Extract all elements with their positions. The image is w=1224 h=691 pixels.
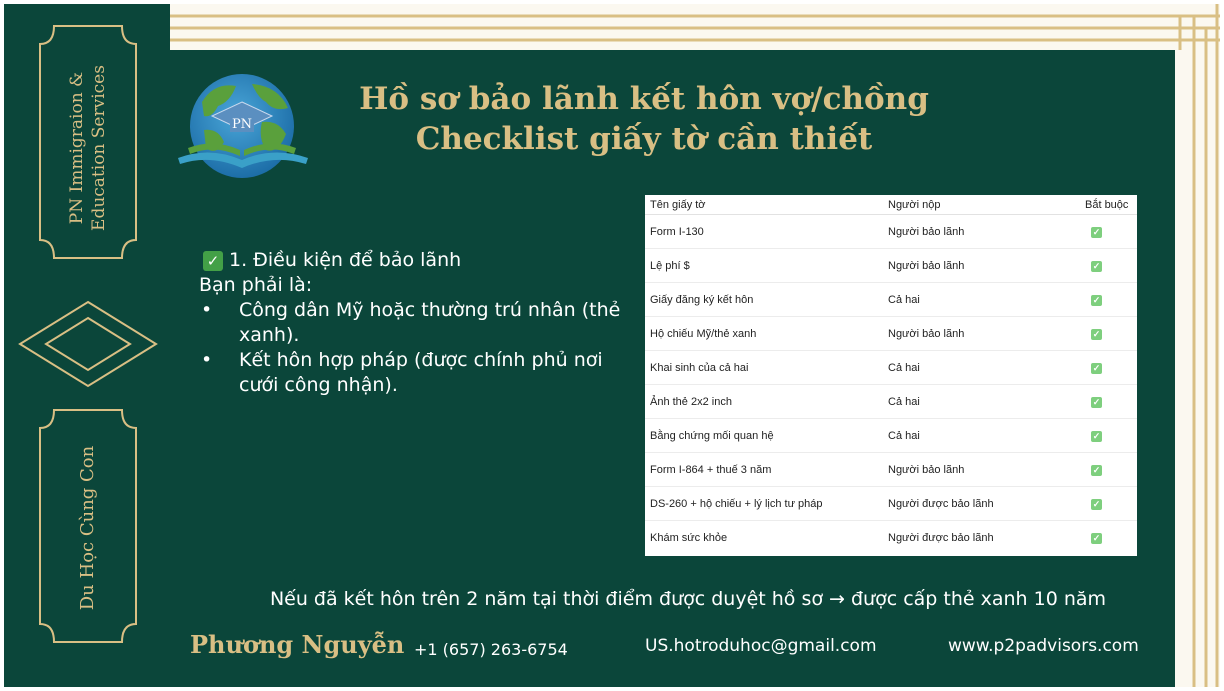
table-row <box>645 453 1137 487</box>
cell-document: Form I-864 + thuế 3 năm <box>645 453 883 487</box>
check-icon: ✓ <box>1092 294 1101 305</box>
eligibility-heading <box>199 248 629 273</box>
table-row <box>645 487 1137 521</box>
list-item: • Công dân Mỹ hoặc thường trú nhân (thẻ xanh). <box>199 298 629 348</box>
cell-submitter: Người bảo lãnh <box>883 215 1080 249</box>
page-title <box>304 79 984 159</box>
column-header-submitter: Người nộp <box>883 195 1080 215</box>
list-item: • Kết hôn hợp pháp (được chính phủ nơi cưới công nhận). <box>199 348 629 398</box>
table-row <box>645 521 1137 555</box>
eligibility-heading-text: 1. Điều kiện để bảo lãnh <box>229 249 462 271</box>
check-icon: ✓ <box>203 251 223 271</box>
cell-document: Giấy đăng ký kết hôn <box>645 283 883 317</box>
company-logo <box>174 72 314 188</box>
table-row <box>645 351 1137 385</box>
cell-submitter: Người được bảo lãnh <box>888 531 994 544</box>
check-icon: ✓ <box>1092 430 1101 441</box>
table-row <box>645 215 1137 249</box>
check-icon: ✓ <box>1092 396 1101 407</box>
table-row <box>645 385 1137 419</box>
check-icon: ✓ <box>1092 260 1101 271</box>
cell-document: Hộ chiếu Mỹ/thẻ xanh <box>645 317 883 351</box>
title-line-1: Hồ sơ bảo lãnh kết hôn vợ/chồng <box>359 81 929 117</box>
title-line-2: Checklist giấy tờ cần thiết <box>415 121 873 157</box>
cell-document: Khai sinh của cả hai <box>645 351 883 385</box>
cell-submitter: Người được bảo lãnh <box>883 487 1080 521</box>
cell-document: Khám sức khỏe <box>650 531 728 544</box>
check-icon: ✓ <box>1092 362 1101 373</box>
cell-document: Ảnh thẻ 2x2 inch <box>645 385 883 419</box>
column-header-required: Bắt buộc <box>1080 195 1137 215</box>
contact-website[interactable]: www.p2padvisors.com <box>948 636 1139 656</box>
sidebar-bottom-label: Du Học Cùng Con <box>77 445 98 611</box>
cell-submitter: Người bảo lãnh <box>883 453 1080 487</box>
contact-name: Phương Nguyễn <box>190 630 405 659</box>
checklist-table <box>645 195 1137 556</box>
eligibility-list <box>199 298 629 398</box>
table-row <box>645 419 1137 453</box>
cell-document: Form I-130 <box>645 215 883 249</box>
table-row <box>645 283 1137 317</box>
cell-document: Lệ phí $ <box>645 249 883 283</box>
contact-email[interactable]: US.hotroduhoc@gmail.com <box>645 636 877 656</box>
check-icon: ✓ <box>1092 532 1101 543</box>
check-icon: ✓ <box>1092 226 1101 237</box>
logo-text: PN <box>231 117 253 132</box>
cell-submitter: Người bảo lãnh <box>883 249 1080 283</box>
cell-document: Bằng chứng mối quan hệ <box>645 419 883 453</box>
table-row <box>645 317 1137 351</box>
eligibility-intro: Bạn phải là: <box>199 274 313 296</box>
table-header-row <box>645 195 1137 215</box>
check-icon: ✓ <box>1092 498 1101 509</box>
cell-submitter: Cả hai <box>883 283 1080 317</box>
eligibility-section <box>199 248 629 398</box>
cell-submitter: Cả hai <box>883 351 1080 385</box>
slide <box>4 4 1220 687</box>
sidebar <box>4 4 170 687</box>
sidebar-top-label: PN Immigraion & Education Services <box>67 65 109 231</box>
check-icon: ✓ <box>1092 464 1101 475</box>
cell-submitter: Cả hai <box>883 385 1080 419</box>
green-card-note: Nếu đã kết hôn trên 2 năm tại thời điểm được duyệt hồ sơ → được cấp thẻ xanh 10 năm <box>269 588 1107 610</box>
contact-phone[interactable]: +1 (657) 263-6754 <box>414 640 568 659</box>
cell-document: DS-260 + hộ chiếu + lý lịch tư pháp <box>645 487 883 521</box>
table-row <box>645 249 1137 283</box>
cell-submitter: Người bảo lãnh <box>883 317 1080 351</box>
cell-submitter: Cả hai <box>883 419 1080 453</box>
column-header-document: Tên giấy tờ <box>645 195 883 215</box>
check-icon: ✓ <box>1092 328 1101 339</box>
